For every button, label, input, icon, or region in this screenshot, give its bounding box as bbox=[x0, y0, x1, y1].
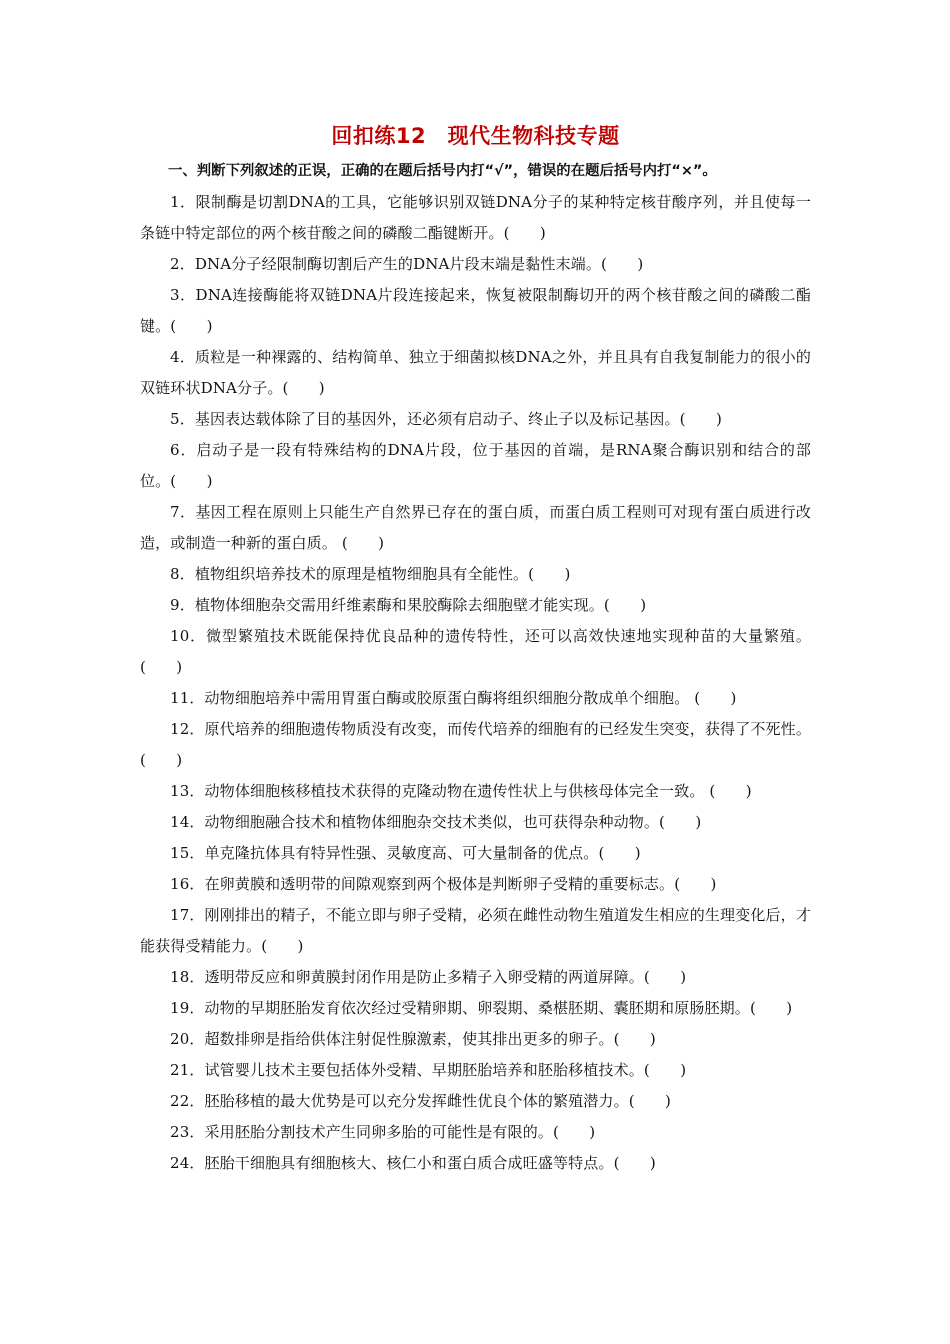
question-item: 3．DNA连接酶能将双链DNA片段连接起来，恢复被限制酶切开的两个核苷酸之间的磷酸二酯键。( ) bbox=[140, 286, 811, 335]
question-item: 13．动物体细胞核移植技术获得的克隆动物在遗传性状上与供核母体完全一致。 ( ) bbox=[170, 782, 752, 800]
question-item: 22．胚胎移植的最大优势是可以充分发挥雌性优良个体的繁殖潜力。( ) bbox=[170, 1092, 672, 1110]
question-item: 2．DNA分子经限制酶切割后产生的DNA片段末端是黏性末端。( ) bbox=[170, 255, 644, 273]
page-title: 回扣练12 现代生物科技专题 bbox=[331, 124, 620, 148]
question-item: 7．基因工程在原则上只能生产自然界已存在的蛋白质，而蛋白质工程则可对现有蛋白质进行改造，或制造一种新的蛋白质。 ( ) bbox=[140, 503, 811, 552]
question-item: 10．微型繁殖技术既能保持优良品种的遗传特性，还可以高效快速地实现种苗的大量繁殖。( ) bbox=[140, 627, 811, 676]
question-item: 4．质粒是一种裸露的、结构简单、独立于细菌拟核DNA之外，并且具有自我复制能力的很小的双链环状DNA分子。( ) bbox=[140, 348, 811, 397]
document-body bbox=[140, 118, 811, 1179]
question-item: 9．植物体细胞杂交需用纤维素酶和果胶酶除去细胞壁才能实现。( ) bbox=[170, 596, 647, 614]
question-item: 20．超数排卵是指给供体注射促性腺激素，使其排出更多的卵子。( ) bbox=[170, 1030, 656, 1048]
question-item: 23．采用胚胎分割技术产生同卵多胎的可能性是有限的。( ) bbox=[170, 1123, 596, 1141]
question-item: 21．试管婴儿技术主要包括体外受精、早期胚胎培养和胚胎移植技术。( ) bbox=[170, 1061, 687, 1079]
question-item: 11．动物细胞培养中需用胃蛋白酶或胶原蛋白酶将组织细胞分散成单个细胞。 ( ) bbox=[170, 689, 737, 707]
question-item: 6．启动子是一段有特殊结构的DNA片段，位于基因的首端，是RNA聚合酶识别和结合的部位。( ) bbox=[140, 441, 811, 490]
question-item: 8．植物组织培养技术的原理是植物细胞具有全能性。( ) bbox=[170, 565, 571, 583]
section-heading: 一、判断下列叙述的正误，正确的在题后括号内打“√”，错误的在题后括号内打“×”。 bbox=[168, 163, 717, 179]
question-item: 12．原代培养的细胞遗传物质没有改变，而传代培养的细胞有的已经发生突变，获得了不死性。( ) bbox=[140, 720, 811, 769]
question-item: 19．动物的早期胚胎发育依次经过受精卵期、卵裂期、桑椹胚期、囊胚期和原肠胚期。( ) bbox=[170, 999, 793, 1017]
question-item: 17．刚刚排出的精子，不能立即与卵子受精，必须在雌性动物生殖道发生相应的生理变化后，才能获得受精能力。( ) bbox=[140, 906, 811, 955]
question-list bbox=[140, 187, 811, 1179]
question-item: 14．动物细胞融合技术和植物体细胞杂交技术类似，也可获得杂种动物。( ) bbox=[170, 813, 702, 831]
question-item: 16．在卵黄膜和透明带的间隙观察到两个极体是判断卵子受精的重要标志。( ) bbox=[170, 875, 717, 893]
question-item: 15．单克隆抗体具有特异性强、灵敏度高、可大量制备的优点。( ) bbox=[170, 844, 641, 862]
question-item: 24．胚胎干细胞具有细胞核大、核仁小和蛋白质合成旺盛等特点。( ) bbox=[170, 1154, 656, 1172]
question-item: 1．限制酶是切割DNA的工具，它能够识别双链DNA分子的某种特定核苷酸序列，并且使每一条链中特定部位的两个核苷酸之间的磷酸二酯键断开。( ) bbox=[140, 193, 811, 242]
question-item: 18．透明带反应和卵黄膜封闭作用是防止多精子入卵受精的两道屏障。( ) bbox=[170, 968, 687, 986]
question-item: 5．基因表达载体除了目的基因外，还必须有启动子、终止子以及标记基因。( ) bbox=[170, 410, 722, 428]
